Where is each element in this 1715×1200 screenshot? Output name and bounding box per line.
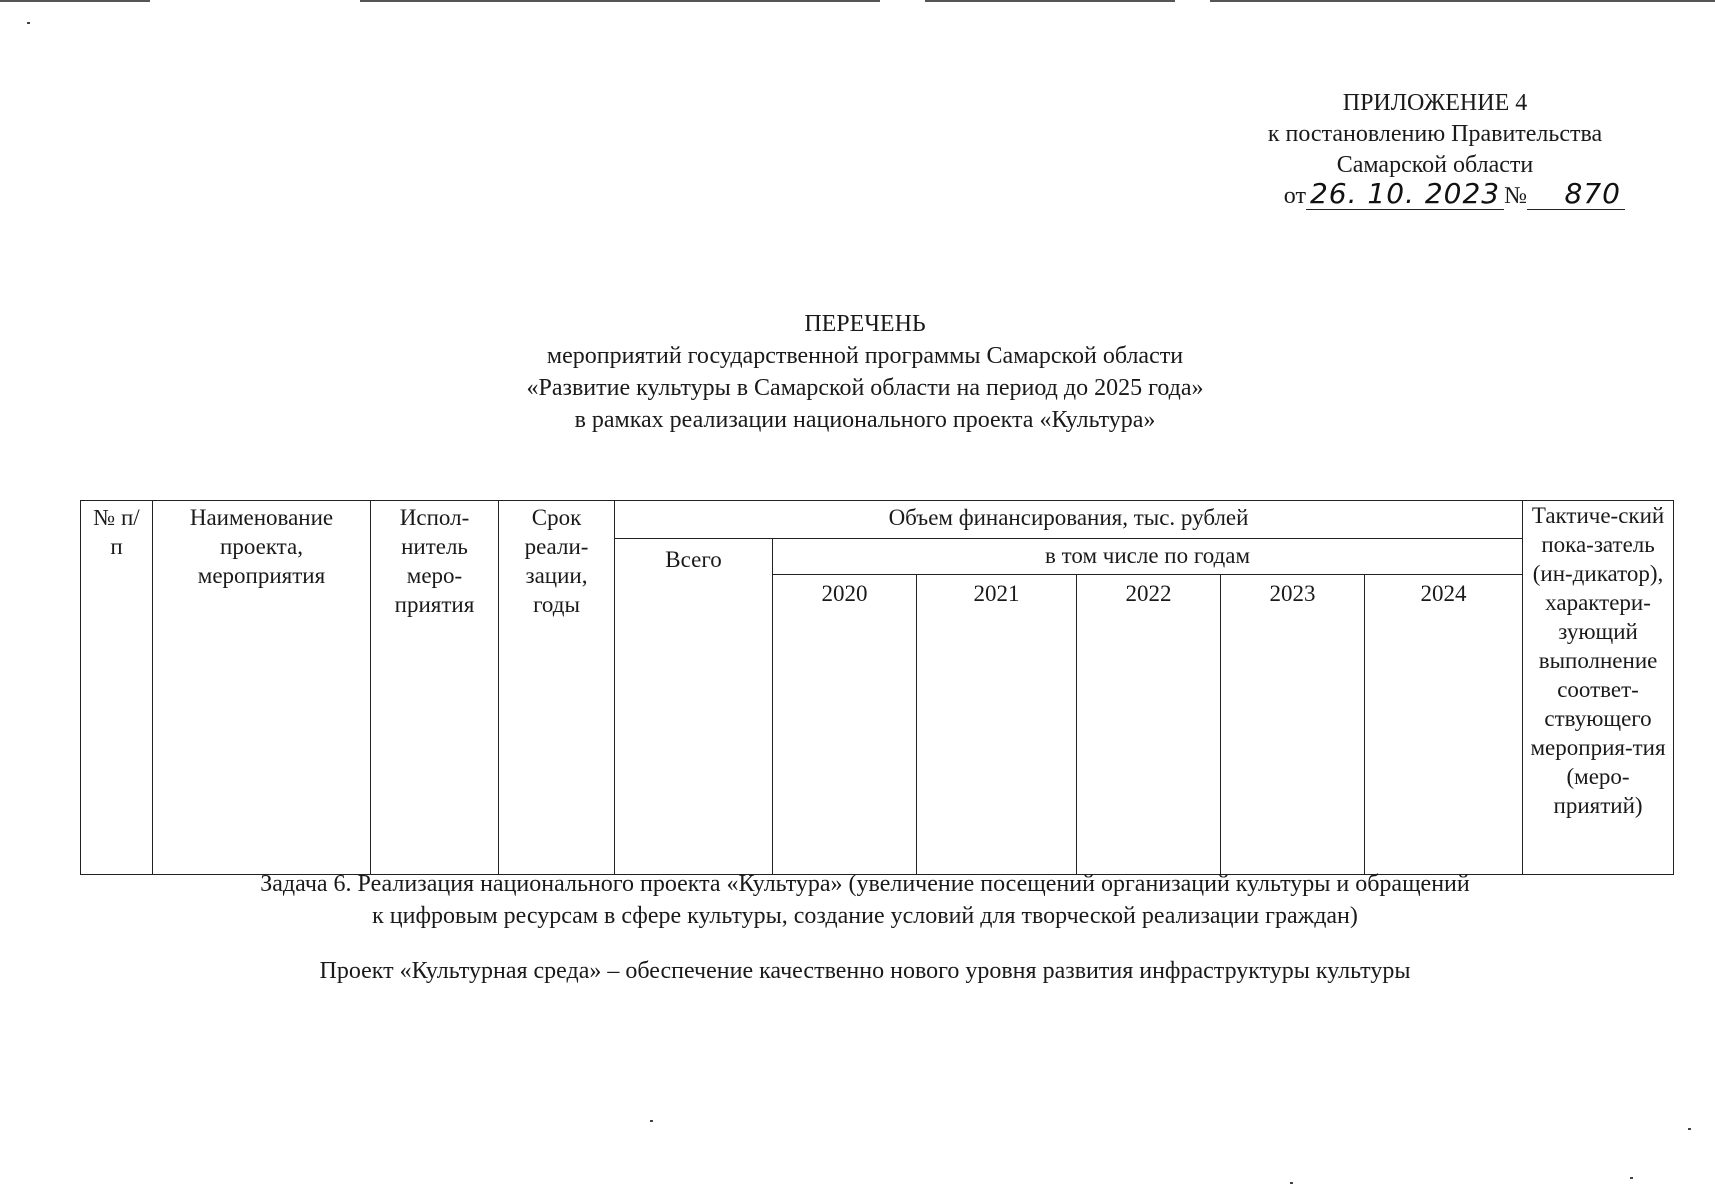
header-executor-label: Испол-нитель меро-приятия <box>394 505 475 617</box>
number-handwritten: 870 <box>1564 177 1621 210</box>
header-year <box>917 575 1077 875</box>
heading-line-1: мероприятий государственной программы Самарской области <box>546 343 1184 369</box>
header-num-label: № п/п <box>93 505 140 559</box>
header-funding <box>615 501 1523 539</box>
scan-speck <box>27 22 30 24</box>
date-prefix: от <box>1283 183 1306 209</box>
annex-line-2: Самарской области <box>1336 152 1534 178</box>
annex-date-line <box>1225 177 1645 212</box>
header-year <box>1077 575 1221 875</box>
scan-edge-top-left <box>0 0 150 2</box>
scan-edge-top-far-right <box>1210 0 1715 2</box>
heading-title: ПЕРЕЧЕНЬ <box>804 311 926 337</box>
task-text <box>150 868 1580 932</box>
task-line-1: Задача 6. Реализация национального проекта «Культура» (увеличение посещений организаций культуры и обращений <box>260 871 1470 897</box>
header-year <box>1221 575 1365 875</box>
header-total-label: Всего <box>665 547 722 572</box>
scan-speck <box>1290 1182 1293 1184</box>
header-indicator <box>1523 501 1674 875</box>
document-heading <box>340 308 1390 436</box>
header-by-years <box>773 539 1523 575</box>
header-year <box>773 575 917 875</box>
header-num <box>81 501 153 875</box>
date-handwritten: 26. 10. 2023 <box>1309 177 1501 210</box>
scan-speck <box>650 1120 653 1122</box>
year-label-2021: 2021 <box>973 581 1020 606</box>
plan-table-wrap <box>80 500 1673 875</box>
header-total <box>615 539 773 875</box>
task-line-2: к цифровым ресурсам в сфере культуры, создание условий для творческой реализации граждан) <box>372 903 1358 929</box>
year-label-2024: 2024 <box>1420 581 1467 606</box>
date-field <box>1306 177 1504 210</box>
heading-line-3: в рамках реализации национального проекта «Культура» <box>574 407 1156 433</box>
scan-speck <box>1630 1177 1633 1179</box>
scan-speck <box>1688 1128 1691 1130</box>
header-name <box>153 501 371 875</box>
plan-table <box>80 500 1674 875</box>
header-term-label: Срок реали-зации, годы <box>524 505 589 617</box>
project-text: Проект «Культурная среда» – обеспечение качественно нового уровня развития инфраструктуры культуры <box>319 958 1411 984</box>
heading-line-2: «Развитие культуры в Самарской области на период до 2025 года» <box>526 375 1204 401</box>
header-indicator-label: Тактиче-ский пока-затель (ин-дикатор), характери-зующий выполнение соответ-ствующего мероприя-тия (меро-приятий) <box>1530 503 1666 818</box>
number-field <box>1527 177 1625 210</box>
year-label-2023: 2023 <box>1269 581 1316 606</box>
number-prefix: № <box>1504 183 1527 209</box>
annex-line-1: к постановлению Правительства <box>1267 121 1603 147</box>
year-label-2022: 2022 <box>1125 581 1172 606</box>
header-term <box>499 501 615 875</box>
header-year <box>1365 575 1523 875</box>
header-by-years-label: в том числе по годам <box>1045 543 1250 568</box>
header-name-label: Наименование проекта, мероприятия <box>189 505 334 588</box>
header-funding-label: Объем финансирования, тыс. рублей <box>888 505 1249 530</box>
year-label-2020: 2020 <box>821 581 868 606</box>
annex-title: ПРИЛОЖЕНИЕ 4 <box>1342 90 1528 116</box>
header-executor <box>371 501 499 875</box>
annex-block <box>1225 88 1645 212</box>
scan-edge-top-middle <box>360 0 880 2</box>
scan-edge-top-right <box>925 0 1175 2</box>
